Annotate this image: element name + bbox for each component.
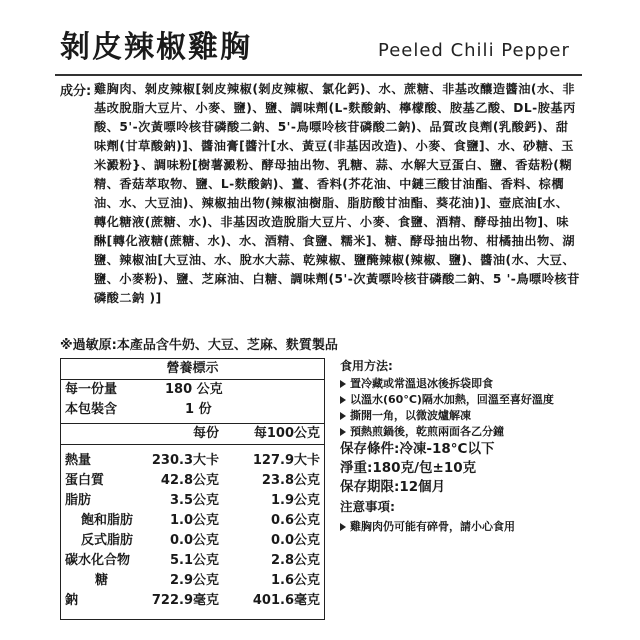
nutrient-per-serving: 3.5公克 xyxy=(169,493,219,508)
nutrient-label: 飽和脂肪 xyxy=(81,513,134,528)
nutrient-label: 脂肪 xyxy=(65,493,92,508)
shelf-life: 保存期限:12個月 xyxy=(340,479,446,495)
usage-step xyxy=(340,424,600,440)
triangle-bullet-icon xyxy=(340,412,346,420)
nutrient-per-serving: 42.8公克 xyxy=(160,473,219,488)
col-per-serving: 每份 xyxy=(192,426,219,441)
nutrient-per-100g: 1.9公克 xyxy=(270,493,320,508)
title-divider xyxy=(55,74,582,76)
nutrient-per-100g: 0.0公克 xyxy=(270,533,320,548)
nutrition-table xyxy=(60,358,325,620)
nutrient-label: 反式脂肪 xyxy=(81,533,134,548)
nutrient-label: 碳水化合物 xyxy=(65,553,131,568)
usage-heading: 食用方法: xyxy=(340,359,393,373)
product-subtitle: Peeled Chili Pepper xyxy=(378,40,570,61)
servings-row xyxy=(61,400,324,420)
nutrient-per-100g: 23.8公克 xyxy=(261,473,320,488)
caution-item-text: 雞胸肉仍可能有碎骨，請小心食用 xyxy=(350,520,515,533)
usage-step xyxy=(340,376,600,392)
serving-size-value: 180 公克 xyxy=(165,382,223,397)
nutrition-title: 營養標示 xyxy=(61,359,324,380)
ingredients-text: 雞胸肉、剝皮辣椒[剝皮辣椒(剝皮辣椒、氯化鈣)、水、蔗糖、非基改釀造醬油(水、非基改脫脂大豆片、小麥、鹽)、鹽、調味劑(L-麩酸鈉、檸檬酸、胺基乙酸、DL-胺基丙酸、5'-次黃嘌呤核苷磷酸二鈉、5'-鳥嘌呤核苷磷酸二鈉)、品質改良劑(乳酸鈣)、甜味劑(甘草酸鈉)]、醬油膏[醬汁[水、黃豆(非基因改造)、小麥、食鹽]、水、砂糖、玉米澱粉}、調味粉[樹薯澱粉、酵母抽出物、乳糖、蒜、水解大豆蛋白、鹽、香菇粉(糊精、香菇萃取物、鹽、L-麩酸鈉)、薑、香料(芥花油、中鏈三酸甘油酯、香料、棕櫚油、水、大豆油)、辣椒抽出物(辣椒油樹脂、脂肪酸甘油酯、葵花油)]、壺底油[水、轉化糖液(蔗糖、水)、非基因改造脫脂大豆片、小麥、食鹽、酒精、酵母抽出物]、味醂[轉化液糖(蔗糖、水)、水、酒精、食鹽、糯米]、糖、酵母抽出物、柑橘抽出物、湖鹽、辣椒油[大豆油、水、脫水大蒜、乾辣椒、鹽醃辣椒(辣椒、鹽)、醬油(水、大豆、鹽、小麥粉)、鹽、芝麻油、白糖、調味劑(5'-次黃嘌呤核苷磷酸二鈉、5 '-鳥嘌呤核苷磷酸二鈉 )] xyxy=(94,82,580,305)
nutrient-per-100g: 2.8公克 xyxy=(270,553,320,568)
serving-size-row xyxy=(61,380,324,400)
triangle-bullet-icon xyxy=(340,523,346,531)
usage-step-text: 置冷藏或常溫退冰後拆袋即食 xyxy=(350,377,493,390)
usage-step xyxy=(340,408,600,424)
nutrient-per-serving: 5.1公克 xyxy=(169,553,219,568)
usage-and-storage xyxy=(340,358,600,535)
nutrient-row xyxy=(61,511,324,531)
storage-condition: 保存條件:冷凍-18°C以下 xyxy=(340,441,495,457)
triangle-bullet-icon xyxy=(340,428,346,436)
nutrient-label: 鈉 xyxy=(65,593,79,608)
nutrient-per-100g: 127.9大卡 xyxy=(252,453,320,468)
nutrient-label: 蛋白質 xyxy=(65,473,105,488)
net-weight: 淨重:180克/包±10克 xyxy=(340,460,477,476)
nutrient-row xyxy=(61,591,324,611)
triangle-bullet-icon xyxy=(340,396,346,404)
usage-step xyxy=(340,392,600,408)
nutrient-per-serving: 0.0公克 xyxy=(169,533,219,548)
nutrient-per-serving: 2.9公克 xyxy=(169,573,219,588)
nutrient-label: 糖 xyxy=(95,573,109,588)
nutrient-per-serving: 1.0公克 xyxy=(169,513,219,528)
nutrient-per-serving: 230.3大卡 xyxy=(151,453,219,468)
nutrient-per-100g: 0.6公克 xyxy=(270,513,320,528)
nutrient-label: 熱量 xyxy=(65,453,92,468)
nutrient-row xyxy=(61,571,324,591)
product-title: 剝皮辣椒雞胸 xyxy=(60,30,252,65)
col-per-100g: 每100公克 xyxy=(253,426,320,441)
column-headers xyxy=(61,424,324,445)
nutrient-row xyxy=(61,551,324,571)
nutrient-row xyxy=(61,531,324,551)
nutrient-row xyxy=(61,491,324,511)
nutrient-per-serving: 722.9毫克 xyxy=(151,593,219,608)
nutrient-per-100g: 1.6公克 xyxy=(270,573,320,588)
caution-item xyxy=(340,519,600,535)
servings-label: 本包裝含 xyxy=(65,402,118,417)
nutrient-row xyxy=(61,471,324,491)
usage-step-text: 撕開一角，以微波爐解凍 xyxy=(350,409,471,422)
usage-step-text: 以溫水(60°C)隔水加熱，回溫至喜好溫度 xyxy=(350,393,554,406)
nutrient-row xyxy=(61,451,324,471)
allergen-notice: ※過敏原:本產品含牛奶、大豆、芝麻、麩質製品 xyxy=(60,338,338,353)
serving-size-label: 每一份量 xyxy=(65,382,118,397)
triangle-bullet-icon xyxy=(340,380,346,388)
ingredients-label: 成分: xyxy=(60,84,92,99)
usage-step-text: 預熱煎鍋後，乾煎兩面各乙分鐘 xyxy=(350,425,504,438)
servings-value: 1 份 xyxy=(185,402,212,417)
nutrient-per-100g: 401.6毫克 xyxy=(252,593,320,608)
caution-heading: 注意事項: xyxy=(340,499,395,514)
